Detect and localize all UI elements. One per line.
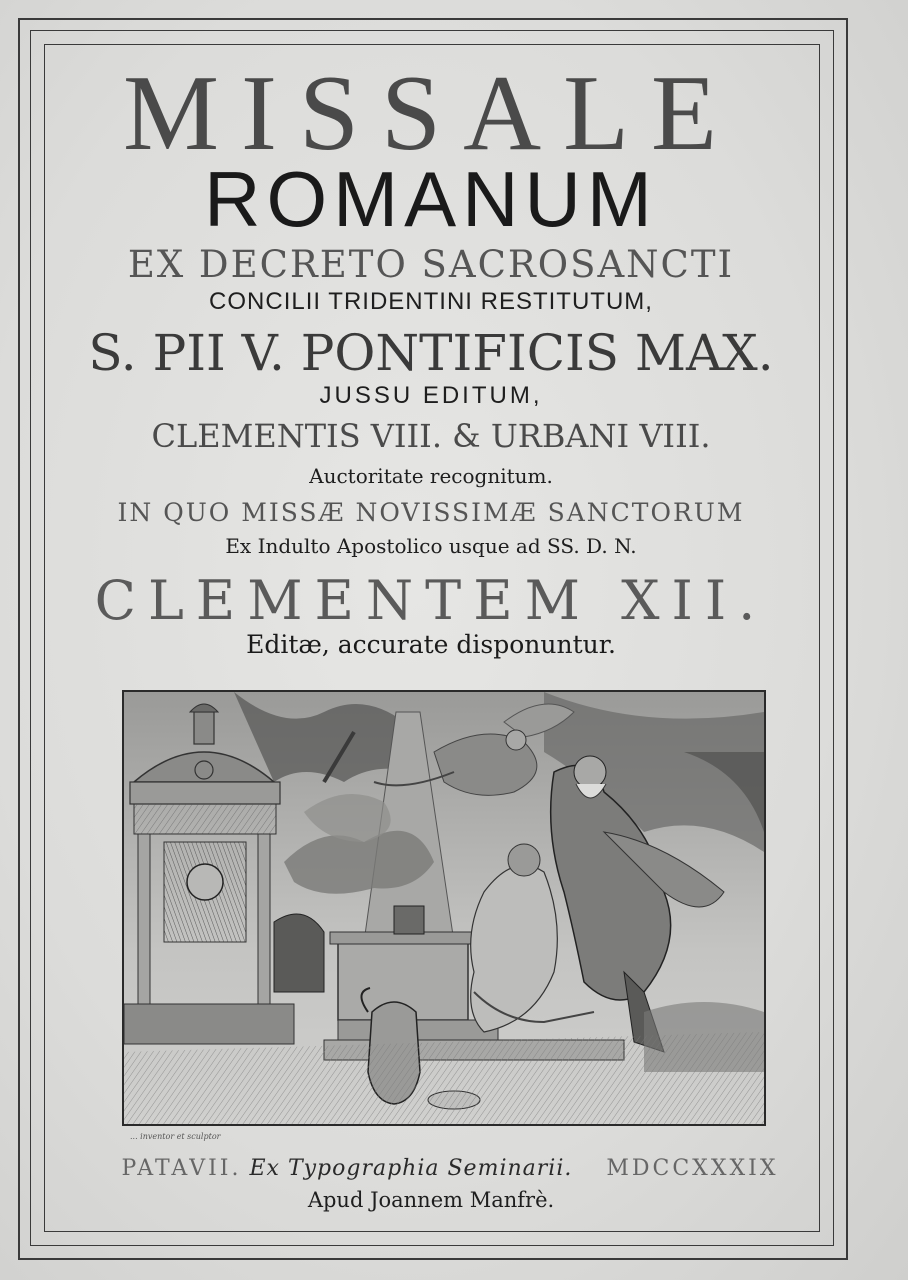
line-ex-decreto: EX DECRETO SACROSANCTI [127,243,735,286]
imprint-printer: Ex Typographia Seminarii. [249,1156,573,1181]
title-romanum: ROMANUM [204,155,658,243]
imprint-place: PATAVII. [121,1156,242,1181]
line-in-quo: IN QUO MISSÆ NOVISSIMÆ SANCTORUM [117,498,745,527]
line-concilii: CONCILII TRIDENTINI RESTITUTUM, [209,288,653,315]
imprint-line [120,1158,780,1180]
line-auctoritate: Auctoritate recognitum. [309,464,553,488]
imprint-publisher: Apud Joannem Manfrè. [307,1188,555,1212]
engraving-credit: ... inventor et sculptor [130,1132,221,1141]
line-editae: Editæ, accurate disponuntur. [246,630,616,659]
line-pii-v: S. PII V. PONTIFICIS MAX. [88,324,774,382]
imprint-year: MDCCXXXIX [606,1156,779,1181]
line-indulto: Ex Indulto Apostolico usque ad SS. D. N. [225,534,637,558]
engraving-sacrifice-of-isaac [122,690,766,1126]
line-clementem-xii: CLEMENTEM XII. [94,569,768,632]
title-missale: MISSALE [122,54,740,173]
line-jussu: JUSSU EDITUM, [319,382,543,409]
line-clementis: CLEMENTIS VIII. & URBANI VIII. [151,417,711,455]
